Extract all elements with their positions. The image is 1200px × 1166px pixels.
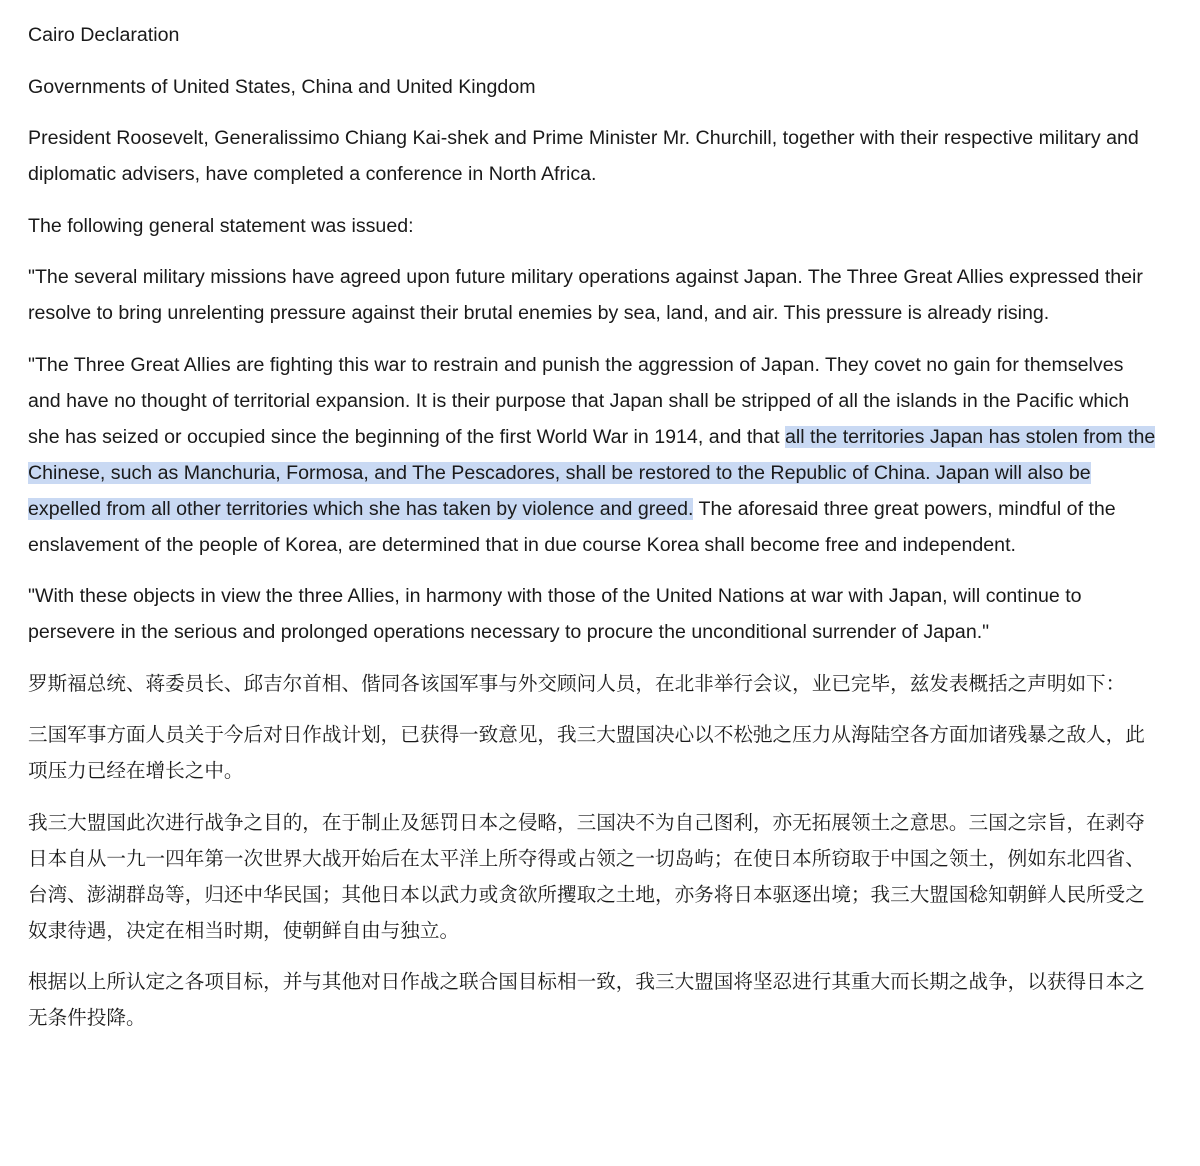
governments-line: Governments of United States, China and United Kingdom — [28, 75, 536, 98]
purpose-text-before-selection: "The Three Great Allies are fighting this war to restrain and punish the aggression of Japan. They covet no gain for themselves and have no thought of territorial expansion. It is their purpose that Japan shall be stripped of all the islands in the Pacific which she has seized or occupied since the beginning of the first World War in 1914, and that — [28, 353, 1130, 448]
statement-heading: The following general statement was issued: — [28, 214, 414, 237]
document-title: Cairo Declaration — [28, 24, 180, 46]
military-missions-paragraph: "The several military missions have agreed upon future military operations against Japan. The Three Great Allies expressed their resolve to bring unrelenting pressure against their brutal enemies by sea, land, and air. This pressure is already rising. — [28, 266, 1143, 324]
objects-paragraph: "With these objects in view the three Allies, in harmony with those of the United Nations at war with Japan, will continue to persevere in the serious and prolonged operations necessary to procure the unconditional surrender of Japan." — [28, 585, 1082, 643]
chinese-objects-paragraph: 根据以上所认定之各项目标，并与其他对日作战之联合国目标相一致，我三大盟国将坚忍进行其重大而长期之战争，以获得日本之无条件投降。 — [28, 970, 1145, 1029]
intro-paragraph: President Roosevelt, Generalissimo Chiang Kai-shek and Prime Minister Mr. Churchill, together with their respective military and diplomatic advisers, have completed a conference in North Africa. — [28, 127, 1139, 185]
selected-text-highlight[interactable]: all the territories Japan has stolen from the Chinese, such as Manchuria, Formosa, and The Pescadores, shall be restored to the Republic of China. Japan will also be expelled from all other territories which she has taken by violence and greed. — [28, 425, 1156, 520]
purpose-paragraph — [28, 347, 1156, 563]
chinese-purpose-paragraph: 我三大盟国此次进行战争之目的，在于制止及惩罚日本之侵略，三国决不为自己图利，亦无拓展领土之意思。三国之宗旨，在剥夺日本自从一九一四年第一次世界大战开始后在太平洋上所夺得或占领之一切岛屿；在使日本所窃取于中国之领土，例如东北四省、台湾、澎湖群岛等，归还中华民国；其他日本以武力或贪欲所攫取之土地，亦务将日本驱逐出境；我三大盟国稔知朝鲜人民所受之奴隶待遇，决定在相当时期，使朝鲜自由与独立。 — [28, 810, 1145, 942]
chinese-missions-paragraph: 三国军事方面人员关于今后对日作战计划，已获得一致意见，我三大盟国决心以不松弛之压力从海陆空各方面加诸残暴之敌人，此项压力已经在增长之中。 — [28, 723, 1145, 782]
chinese-intro-paragraph: 罗斯福总统、蒋委员长、邱吉尔首相、偕同各该国军事与外交顾问人员，在北非举行会议，业已完毕，兹发表概括之声明如下： — [28, 671, 1126, 695]
purpose-text-after-selection: The aforesaid three great powers, mindful of the enslavement of the people of Korea, are determined that in due course Korea shall become free and independent. — [28, 497, 1116, 556]
